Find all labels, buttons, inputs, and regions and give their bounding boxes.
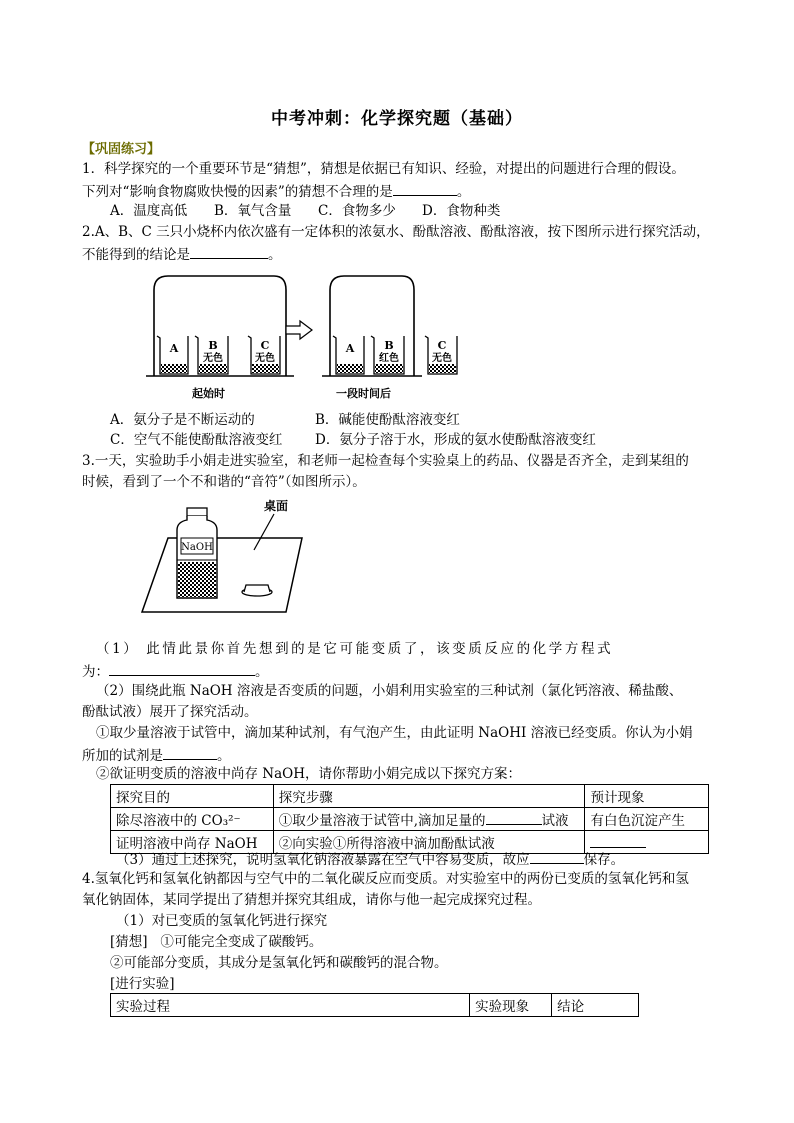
table-header: 探究目的 xyxy=(111,785,274,808)
beaker-b-color: 红色 xyxy=(379,353,399,364)
q3-table xyxy=(110,784,709,854)
bell-jar-right xyxy=(322,276,422,376)
q1-line2 xyxy=(82,181,470,201)
table-header-row xyxy=(111,994,639,1017)
q2-option-a: A．氨分子是不断运动的 xyxy=(110,412,255,428)
q2-option-c: C．空气不能使酚酞溶液变红 xyxy=(110,432,283,448)
beaker-a-right xyxy=(333,336,364,374)
answer-blank xyxy=(190,244,268,259)
beaker-c-color: 无色 xyxy=(432,353,452,364)
q1-option-a: A．温度高低 xyxy=(110,203,188,219)
bottle-label: NaOH xyxy=(181,542,213,553)
beaker-b-right xyxy=(371,336,404,374)
beaker-b-label: B xyxy=(384,339,394,352)
table-cell: 有白色沉淀产生 xyxy=(585,808,709,831)
q1-line2-text: 下列对“影响食物腐败快慢的因素”的猜想不合理的是 xyxy=(82,184,393,200)
q3-part3-end: 。 xyxy=(217,748,231,764)
q2-beaker-figure xyxy=(140,268,480,408)
q4-table xyxy=(110,993,639,1017)
beaker-b-color: 无色 xyxy=(203,353,223,364)
q2-option-b: B．碱能使酚酞溶液变红 xyxy=(315,412,460,428)
table-header-row xyxy=(111,785,709,808)
q3-line2: 时候，看到了一个不和谐的“音符”（如图所示）。 xyxy=(82,474,366,490)
guess-label: [猜想] xyxy=(110,934,148,950)
q4-sub1: （1）对已变质的氢氧化钙进行探究 xyxy=(116,913,328,929)
beaker-a-label: A xyxy=(169,342,179,355)
table-header: 实验现象 xyxy=(470,994,552,1017)
beaker-c-right xyxy=(425,336,457,374)
table-header: 探究步骤 xyxy=(273,785,585,808)
beaker-b-left xyxy=(195,336,228,374)
q3-part1-end: 。 xyxy=(255,664,269,680)
q1-option-b: B．氧气含量 xyxy=(214,203,292,219)
q1-line2-end: 。 xyxy=(456,184,471,200)
q1-option-c: C．食物多少 xyxy=(318,203,396,219)
q3-part3-prefix: 所加的试剂是 xyxy=(82,748,163,764)
q3-part1-line2 xyxy=(82,661,269,681)
q2-option-d: D．氨分子溶于水，形成的氨水使酚酞溶液变红 xyxy=(315,432,596,448)
table-cell: 证明溶液中尚存 NaOH xyxy=(111,831,274,854)
table-row xyxy=(111,808,709,831)
q2-line1: 2.A、B、C 三只小烧杯内依次盛有一定体积的浓氨水、酚酞溶液、酚酞溶液，按下图所示进行探究活动， xyxy=(82,224,710,240)
answer-blank xyxy=(530,849,584,864)
beaker-a-left xyxy=(157,336,188,374)
q1-options xyxy=(110,202,500,220)
q3-part3-line2 xyxy=(82,745,231,765)
step-text-end: 试液 xyxy=(541,813,569,829)
q1-line1: 1．科学探究的一个重要环节是“猜想”，猜想是依据已有知识、经验，对提出的问题进行合理的假设。 xyxy=(82,161,685,177)
q3-part2-line2: 酚酞试液）展开了探究活动。 xyxy=(82,704,258,720)
beaker-a-label: A xyxy=(345,342,355,355)
q3-part1-line1: （1） 此情此景你首先想到的是它可能变质了，该变质反应的化学方程式 xyxy=(96,641,614,657)
table-header: 实验过程 xyxy=(111,994,470,1017)
bottle-cap-on-desk xyxy=(242,585,272,596)
q3-part2-line1: （2）围绕此瓶 NaOH 溶液是否变质的问题，小娟利用实验室的三种试剂（氯化钙溶液、稀盐酸、 xyxy=(96,683,683,699)
answer-blank xyxy=(393,181,457,196)
answer-blank xyxy=(109,661,255,676)
beaker-c-color: 无色 xyxy=(255,353,275,364)
table-cell xyxy=(273,808,585,831)
answer-blank xyxy=(590,833,646,848)
desk-surface xyxy=(142,538,302,612)
section-heading: 【巩固练习】 xyxy=(82,142,161,157)
beaker-b-label: B xyxy=(208,339,218,352)
table-header: 结论 xyxy=(552,994,639,1017)
q4-line2: 氧化钠固体，某同学提出了猜想并探究其组成，请你与他一起完成探究过程。 xyxy=(82,892,541,908)
answer-blank xyxy=(486,810,542,825)
q2-options-row2 xyxy=(110,431,596,449)
q2-line2-text: 不能得到的结论是 xyxy=(82,247,190,263)
q1-option-d: D．食物种类 xyxy=(422,203,501,219)
q3-part3-line1: ①取少量溶液于试管中，滴加某种试剂，有气泡产生，由此证明 NaOHI 溶液已经变质。你认为小娟 xyxy=(96,725,693,741)
desk-label: 桌面 xyxy=(264,499,289,513)
answer-blank xyxy=(163,745,217,760)
q2-line2-end: 。 xyxy=(268,247,282,263)
q4-guess2: ②可能部分变质，其成分是氢氧化钙和碳酸钙的混合物。 xyxy=(110,955,448,971)
q3-part5-text: （3）通过上述探究，说明氢氧化钠溶液暴露在空气中容易变质，故应 xyxy=(116,852,530,868)
q2-line2 xyxy=(82,244,282,264)
beaker-c-label: C xyxy=(260,339,270,352)
q4-exp-label: [进行实验] xyxy=(110,976,175,992)
q3-part4: ②欲证明变质的溶液中尚存 NaOH，请你帮助小娟完成以下探究方案： xyxy=(96,766,521,782)
caption-later: 一段时间后 xyxy=(336,387,391,400)
page-title: 中考冲刺：化学探究题（基础） xyxy=(271,109,523,129)
table-header: 预计现象 xyxy=(585,785,709,808)
naoh-bottle xyxy=(177,508,217,598)
q3-part5 xyxy=(116,849,624,869)
step-text: ①取少量溶液于试管中,滴加足量的 xyxy=(278,813,486,829)
table-cell: 除尽溶液中的 CO₃²⁻ xyxy=(111,808,274,831)
caption-start: 起始时 xyxy=(192,387,225,400)
q4-guess1 xyxy=(110,933,322,951)
q3-part5-end: 保存。 xyxy=(583,852,625,868)
q2-options-row1 xyxy=(110,411,460,429)
q4-line1: 4.氢氧化钙和氢氧化钠都因与空气中的二氧化碳反应而变质。对实验室中的两份已变质的氢氧化钙和氢 xyxy=(82,871,689,887)
table-cell: ②向实验①所得溶液中滴加酚酞试液 xyxy=(273,831,585,854)
q3-bottle-figure xyxy=(140,494,320,634)
q3-line1: 3.一天，实验助手小娟走进实验室，和老师一起检查每个实验桌上的药品、仪器是否齐全，走到某组的 xyxy=(82,453,689,469)
beaker-c-label: C xyxy=(437,339,447,352)
arrow-right-icon xyxy=(286,321,312,339)
guess-1: ①可能完全变成了碳酸钙。 xyxy=(160,934,323,950)
beaker-c-left xyxy=(248,336,280,374)
q3-part1-prefix: 为： xyxy=(82,664,109,680)
